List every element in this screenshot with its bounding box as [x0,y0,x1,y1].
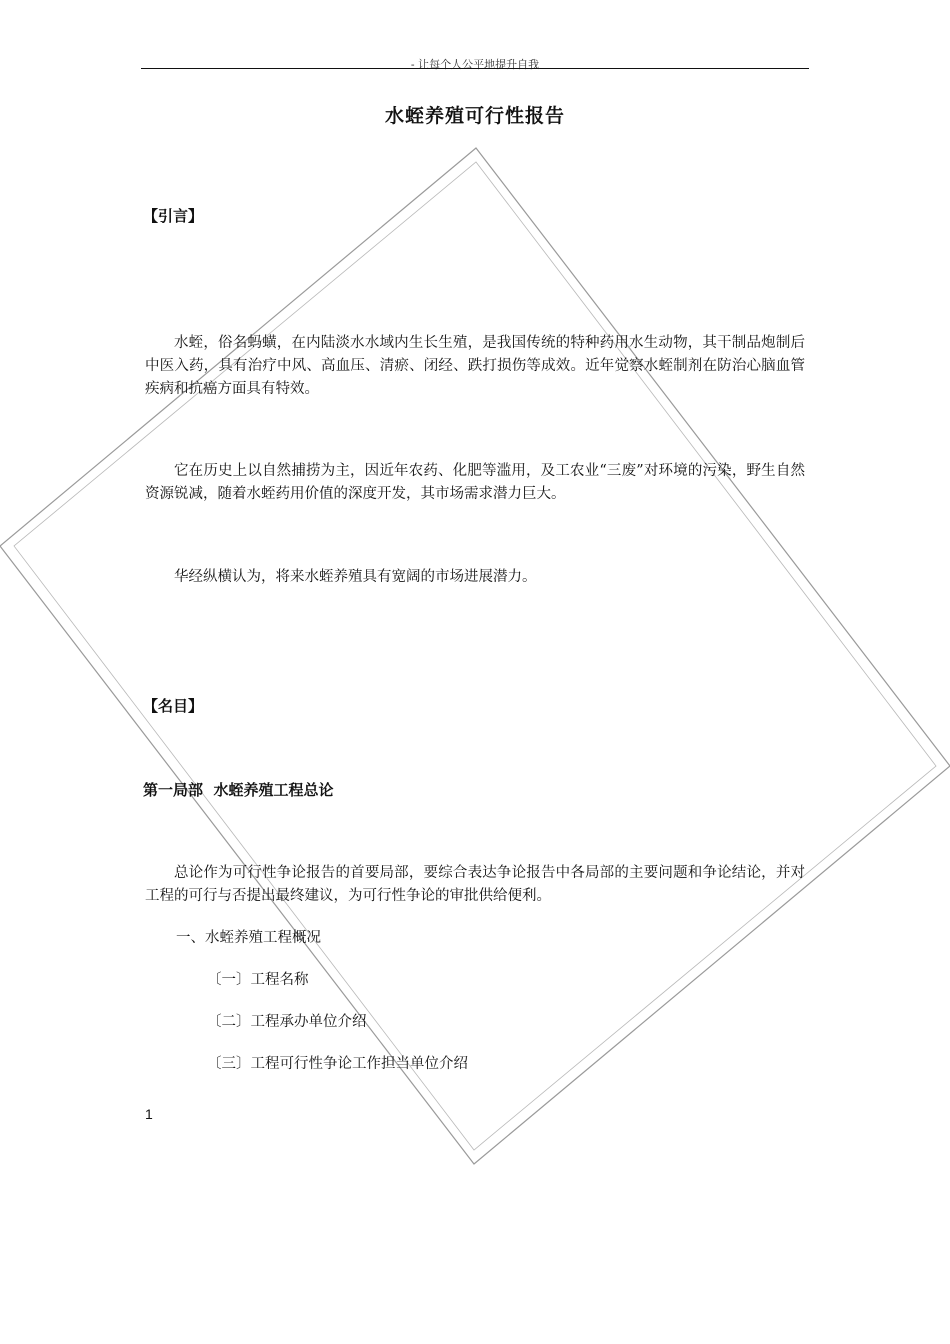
outline-item-1-3: 〔三〕工程可行性争论工作担当单位介绍 [207,1056,468,1072]
outline-item-1-2: 〔二〕工程承办单位介绍 [207,1014,367,1030]
intro-paragraph-1: 水蛭，俗名蚂蟥，在内陆淡水水域内生长生殖，是我国传统的特种药用水生动物，其干制品炮制后中医入药，具有治疗中风、高血压、清瘀、闭经、跌打损伤等成效。近年觉察水蛭制剂在防治心脑血管疾病和抗癌方面具有特效。 [145,335,805,397]
part1-paragraph: 总论作为可行性争论报告的首要局部，要综合表达争论报告中各局部的主要问题和争论结论，并对工程的可行与否提出最终建议，为可行性争论的审批供给便利。 [145,865,805,904]
running-header: - 让每个人公平地提升自我 [410,58,540,71]
page-number: 1 [145,1106,153,1122]
part1-heading: 第一局部 水蛭养殖工程总论 [143,781,334,799]
intro-paragraph-3: 华经纵横认为，将来水蛭养殖具有宽阔的市场进展潜力。 [174,569,537,585]
toc-heading: 【名目】 [143,697,204,715]
outline-item-1-1: 〔一〕工程名称 [207,972,309,988]
intro-heading: 【引言】 [143,207,204,225]
header-rule [141,68,809,69]
document-title: 水蛭养殖可行性报告 [384,105,565,127]
outline-item-1: 一、水蛭养殖工程概况 [176,930,321,946]
intro-paragraph-2: 它在历史上以自然捕捞为主，因近年农药、化肥等滥用，及工农业“三废”对环境的污染，野生自然资源锐减，随着水蛭药用价值的深度开发，其市场需求潜力巨大。 [145,463,805,502]
